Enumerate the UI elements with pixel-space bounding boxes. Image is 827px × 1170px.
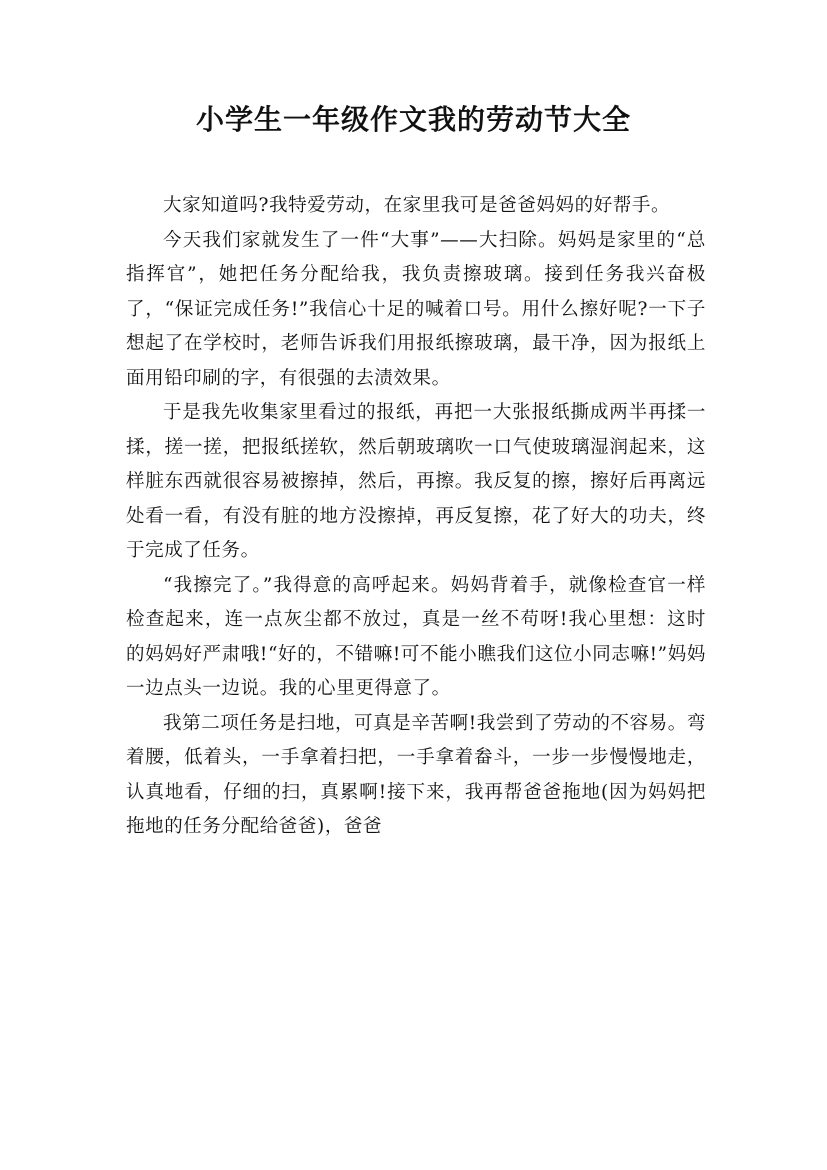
paragraph-1: 大家知道吗?我特爱劳动，在家里我可是爸爸妈妈的好帮手。 <box>163 195 671 216</box>
document-title: 小学生一年级作文我的劳动节大全 <box>195 103 631 136</box>
document-body <box>126 189 706 845</box>
paragraph-3: 于是我先收集家里看过的报纸，再把一大张报纸撕成两半再揉一揉，搓一搓，把报纸搓软，然后朝玻璃吹一口气使玻璃湿润起来，这样脏东西就很容易被擦掉，然后，再擦。我反复的擦，擦好后再离远处看一看，有没有脏的地方没擦掉，再反复擦，花了好大的功夫，终于完成了任务。 <box>126 402 706 561</box>
paragraph-4: “我擦完了。”我得意的高呼起来。妈妈背着手，就像检查官一样检查起来，连一点灰尘都不放过，真是一丝不苟呀!我心里想：这时的妈妈好严肃哦!“好的，不错嘛!可不能小瞧我们这位小同志嘛!”妈妈一边点头一边说。我的心里更得意了。 <box>126 574 706 699</box>
paragraph-2: 今天我们家就发生了一件“大事”——大扫除。妈妈是家里的“总指挥官”，她把任务分配给我，我负责擦玻璃。接到任务我兴奋极了，“保证完成任务!”我信心十足的喊着口号。用什么擦好呢?一下子想起了在学校时，老师告诉我们用报纸擦玻璃，最干净，因为报纸上面用铅印刷的字，有很强的去渍效果。 <box>126 229 706 389</box>
paragraph-5: 我第二项任务是扫地，可真是辛苦啊!我尝到了劳动的不容易。弯着腰，低着头，一手拿着扫把，一手拿着畚斗，一步一步慢慢地走，认真地看，仔细的扫，真累啊!接下来，我再帮爸爸拖地(因为妈妈把拖地的任务分配给爸爸)，爸爸 <box>126 712 706 837</box>
